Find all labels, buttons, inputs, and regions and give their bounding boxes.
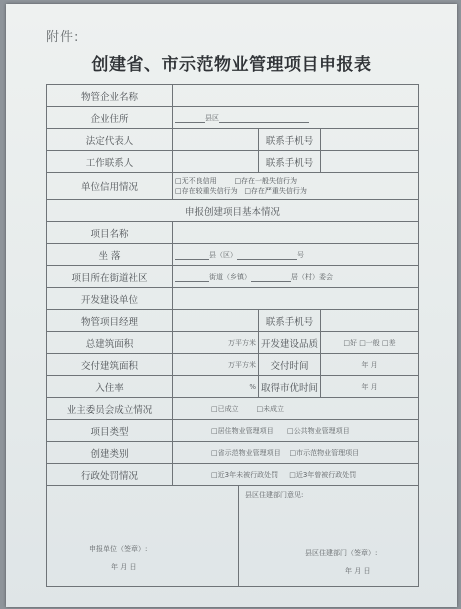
type-options [173, 420, 419, 442]
phone-label: 联系手机号 [259, 129, 321, 151]
phone-field[interactable] [321, 129, 419, 151]
occupancy-field[interactable] [173, 376, 259, 398]
credit-options [173, 173, 419, 200]
delivery-time-label: 交付时间 [259, 354, 321, 376]
table-row [47, 85, 419, 107]
committee-options [173, 398, 419, 420]
location-label: 坐 落 [47, 244, 173, 266]
county-sign-label: 县区住建部门（签章）: [305, 549, 378, 557]
county-suffix: 县区 [205, 114, 219, 122]
project-manager-field[interactable] [173, 310, 259, 332]
penalty-yes[interactable]: □近3年曾被行政处罚 [289, 470, 357, 479]
legal-rep-label: 法定代表人 [47, 129, 173, 151]
penalty-options [173, 464, 419, 486]
table-row [47, 129, 419, 151]
type-public[interactable]: □公共物业管理项目 [286, 426, 350, 435]
company-address-field[interactable] [173, 107, 419, 129]
committee-established[interactable]: □已成立 [211, 404, 239, 413]
committee-not-established[interactable]: □未成立 [256, 404, 285, 413]
section-title: 申报创建项目基本情况 [47, 200, 419, 222]
credit-option-general[interactable]: □存在一般失信行为 [234, 177, 298, 185]
dev-quality-label: 开发建设品质 [259, 332, 321, 354]
credit-option-none[interactable]: □无不良信用 [175, 177, 217, 185]
quality-good[interactable]: □好 [343, 338, 357, 347]
developer-label: 开发建设单位 [47, 288, 173, 310]
contact-phone-field[interactable] [321, 151, 419, 173]
credit-option-serious[interactable]: □存在较重失信行为 [175, 187, 238, 195]
county-opinion-label: 县区住建部门意见: [245, 491, 304, 499]
table-row [47, 107, 419, 129]
legal-rep-field[interactable] [173, 129, 259, 151]
applicant-sign-label: 申报单位（签章）: [89, 545, 148, 553]
county-opinion-cell[interactable] [239, 486, 419, 587]
occupancy-label: 入住率 [47, 376, 173, 398]
company-name-label: 物管企业名称 [47, 85, 173, 107]
manager-phone-label: 联系手机号 [259, 310, 321, 332]
penalty-none[interactable]: □近3年未被行政处罚 [211, 470, 279, 479]
percent-sign: % [249, 382, 256, 391]
form-title: 创建省、市示范物业管理项目申报表 [91, 55, 372, 75]
table-row [47, 376, 419, 398]
certificate-time-field[interactable]: 年 月 [321, 376, 419, 398]
creation-options [173, 442, 419, 464]
table-row [47, 200, 419, 222]
table-row [47, 244, 419, 266]
delivery-time-field[interactable]: 年 月 [321, 354, 419, 376]
project-manager-label: 物管项目经理 [47, 310, 173, 332]
project-name-label: 项目名称 [47, 222, 173, 244]
total-area-field[interactable] [173, 332, 259, 354]
county-date: 年 月 日 [345, 567, 371, 575]
table-row [47, 398, 419, 420]
project-type-label: 项目类型 [47, 420, 173, 442]
work-contact-label: 工作联系人 [47, 151, 173, 173]
community-field[interactable] [173, 266, 419, 288]
signature-row [47, 486, 419, 587]
manager-phone-field[interactable] [321, 310, 419, 332]
area-unit: 万平方米 [228, 360, 256, 369]
credit-status-label: 单位信用情况 [47, 173, 173, 200]
delivered-area-field[interactable] [173, 354, 259, 376]
committee-suffix: 居（村）委会 [291, 273, 333, 281]
delivered-area-label: 交付建筑面积 [47, 354, 173, 376]
penalty-label: 行政处罚情况 [47, 464, 173, 486]
credit-option-severe[interactable]: □存在严重失信行为 [244, 187, 307, 195]
project-name-field[interactable] [173, 222, 419, 244]
table-row [47, 288, 419, 310]
creation-provincial[interactable]: □省示范物业管理项目 [211, 448, 281, 457]
table-row [47, 266, 419, 288]
quality-options [321, 332, 419, 354]
number-suffix: 号 [297, 251, 304, 259]
table-row [47, 442, 419, 464]
type-residential[interactable]: □居住物业管理项目 [211, 426, 274, 435]
form-paper [6, 4, 457, 607]
location-field[interactable] [173, 244, 419, 266]
table-row [47, 420, 419, 442]
company-address-label: 企业住所 [47, 107, 173, 129]
company-name-field[interactable] [173, 85, 419, 107]
table-row [47, 464, 419, 486]
creation-municipal[interactable]: □市示范物业管理项目 [289, 448, 360, 457]
street-suffix: 街道（乡镇） [209, 273, 251, 281]
table-row [47, 310, 419, 332]
area-unit: 万平方米 [228, 338, 256, 347]
total-area-label: 总建筑面积 [47, 332, 173, 354]
committee-status-label: 业主委员会成立情况 [47, 398, 173, 420]
quality-poor[interactable]: □差 [382, 338, 396, 347]
table-row [47, 222, 419, 244]
table-row [47, 354, 419, 376]
work-contact-field[interactable] [173, 151, 259, 173]
table-row [47, 151, 419, 173]
community-label: 项目所在街道社区 [47, 266, 173, 288]
district-suffix: 县（区） [209, 251, 237, 259]
certificate-time-label: 取得市优时间 [259, 376, 321, 398]
attachment-label: 附件: [46, 30, 80, 45]
table-row [47, 173, 419, 200]
developer-field[interactable] [173, 288, 419, 310]
contact-phone-label: 联系手机号 [259, 151, 321, 173]
table-row [47, 332, 419, 354]
applicant-sign-cell[interactable] [47, 486, 239, 587]
applicant-date: 年 月 日 [111, 563, 137, 571]
application-table [46, 84, 419, 587]
quality-average[interactable]: □一般 [359, 338, 380, 347]
creation-type-label: 创建类别 [47, 442, 173, 464]
